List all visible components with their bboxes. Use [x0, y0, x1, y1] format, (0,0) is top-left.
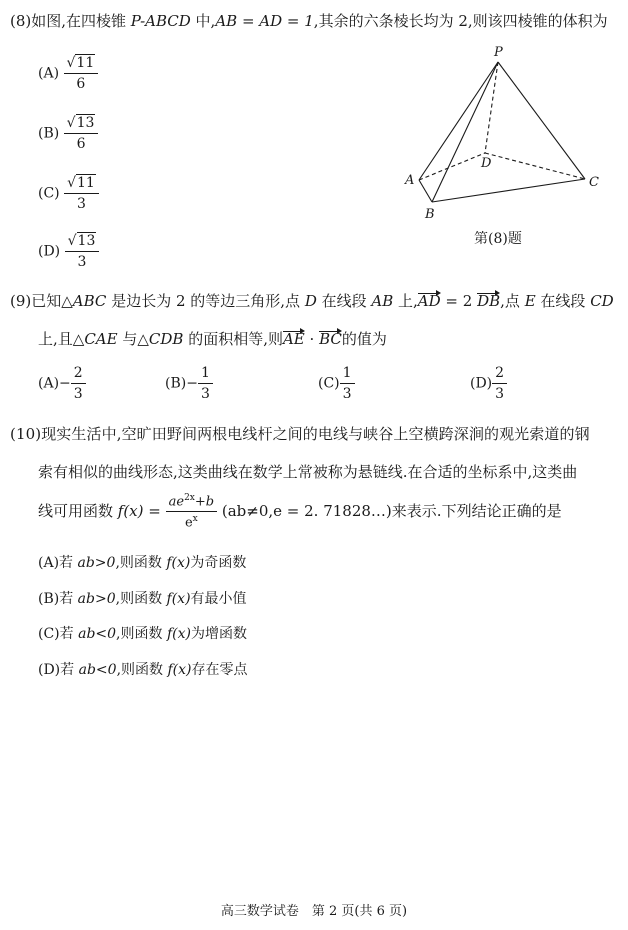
q10-option-c[interactable]: (C)若 ab<0,则函数 f(x)为增函数 [38, 626, 247, 642]
q8-option-d[interactable]: (D) $\frac{√13}{3}$ [38, 234, 99, 269]
vector-ad: AD [417, 292, 441, 310]
function-fx: f(x) [117, 501, 144, 520]
q8-condition: AB = AD = 1 [215, 12, 314, 30]
vector-bc: BC [319, 330, 342, 348]
edge-bc [432, 179, 585, 202]
q8-stem: (8)如图,在四棱锥 P-ABCD 中,AB = AD = 1,其余的六条棱长均为 2,则该四棱锥的体积为 [10, 12, 608, 30]
q8-option-b[interactable]: (B) $\frac{√13}{6}$ [38, 116, 98, 151]
q8-option-d-value: $\frac{√13}{3}$ [65, 234, 100, 269]
q9-stem-line2: 上,且△CAE 与△CDB 的面积相等,则AE · BC的值为 [38, 330, 387, 348]
vertex-c: C [589, 175, 599, 190]
edge-dc [485, 153, 585, 179]
pyramid-figure [395, 40, 610, 220]
vector-ae: AE [282, 330, 305, 348]
vertex-b: B [425, 207, 435, 220]
q9-option-c[interactable]: (C) $\frac{1}{3}$ [318, 366, 355, 401]
q8-option-c[interactable]: (C) $\frac{√11}{3}$ [38, 176, 99, 211]
q10-option-a[interactable]: (A)若 ab>0,则函数 f(x)为奇函数 [38, 555, 247, 571]
q10-stem-line3: 线可用函数 f(x) = $\frac{ae^{2x}+b}{e^x}$ (ab≠0,e = 2. 71828…)来表示.下列结论正确的是 [38, 493, 562, 531]
q8-option-c-value: $\frac{√11}{3}$ [64, 176, 99, 211]
q10-stem-line1: (10)现实生活中,空旷田野间两根电线杆之间的电线与峡谷上空横跨深涧的观光索道的钢 [10, 425, 590, 443]
q8-option-b-value: $\frac{√13}{6}$ [64, 116, 99, 151]
q9-option-d[interactable]: (D) $\frac{2}{3}$ [470, 366, 507, 401]
vertex-p: P [494, 45, 503, 60]
q9-option-a[interactable]: (A)− $\frac{2}{3}$ [38, 366, 86, 401]
vector-db: DB [477, 292, 501, 310]
vertex-a: A [405, 173, 415, 188]
edge-ad [419, 153, 485, 180]
figure-caption: 第(8)题 [474, 231, 522, 247]
q9-stem-line1: (9)已知△ABC 是边长为 2 的等边三角形,点 D 在线段 AB 上,AD = 2 DB,点 E 在线段 CD [10, 292, 614, 310]
catenary-formula: $\frac{ae^{2x}+b}{e^x}$ [166, 494, 217, 530]
vertex-d: D [481, 156, 492, 171]
q9-number: (9) [10, 292, 32, 310]
edge-pc [498, 62, 585, 179]
q10-option-d[interactable]: (D)若 ab<0,则函数 f(x)存在零点 [38, 662, 248, 678]
page-footer: 高三数学试卷 第 2 页(共 6 页) [220, 904, 408, 919]
edge-ab [419, 180, 432, 202]
q9-option-b[interactable]: (B)− $\frac{1}{3}$ [165, 366, 213, 401]
pyramid-name: P-ABCD [130, 12, 191, 30]
q10-stem-line2: 索有相似的曲线形态,这类曲线在数学上常被称为悬链线.在合适的坐标系中,这类曲 [38, 463, 578, 481]
q8-option-a[interactable]: (A) $\frac{√11}{6}$ [38, 56, 98, 91]
q8-option-a-value: $\frac{√11}{6}$ [64, 56, 99, 91]
q10-option-b[interactable]: (B)若 ab>0,则函数 f(x)有最小值 [38, 591, 247, 607]
q10-number: (10) [10, 425, 42, 443]
q8-number: (8) [10, 12, 32, 30]
